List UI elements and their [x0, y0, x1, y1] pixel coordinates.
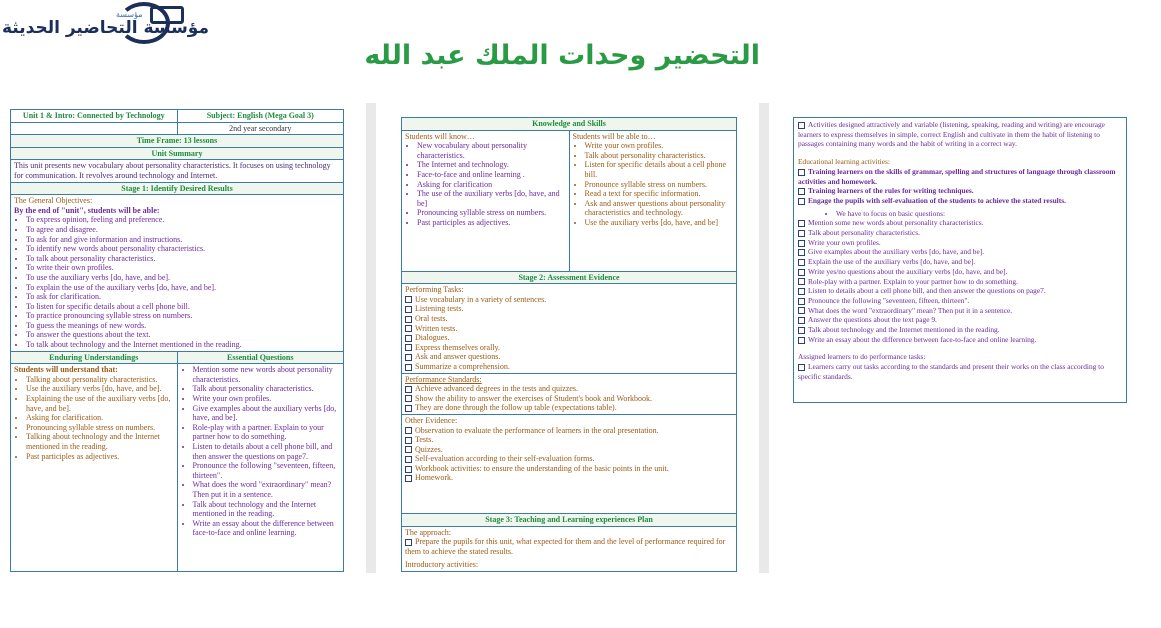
checkbox-icon	[405, 539, 412, 546]
checkbox-icon	[405, 395, 412, 402]
list-item: Prepare the pupils for this unit, what expected for them and the level of performance required for them to achieve the stated results.	[405, 537, 726, 556]
list-item: • Talk about personality characteristics.	[585, 151, 734, 161]
list-item: • Face-to-face and online learning .	[417, 170, 566, 180]
list-item: • Pronounce syllable stress on numbers.	[585, 180, 734, 190]
list-item: Pronounce the following "seventeen, fifteen, thirteen".	[798, 296, 1122, 306]
list-item: Quizzes.	[405, 445, 733, 455]
list-item: • Listen for specific details about a cell phone bill.	[585, 160, 734, 179]
list-item: • Asking for clarification	[417, 180, 566, 190]
list-item: • To express opinion, feeling and preference.	[26, 215, 340, 225]
list-item: • To talk about personality characteristics.	[26, 254, 340, 264]
list-item: Training learners of the rules for writing techniques.	[798, 186, 1122, 196]
list-item: • Past participles as adjectives.	[417, 218, 566, 228]
list-item: What does the word "extraordinary" mean? Then put it in a sentence.	[798, 306, 1122, 316]
logo	[0, 0, 209, 42]
list-item: • To write their own profiles.	[26, 263, 340, 273]
list-item: Written tests.	[405, 324, 733, 334]
introductory-heading: Introductory activities:	[405, 560, 479, 570]
assigned-heading: Assigned learners to do performance tasks:	[798, 352, 926, 362]
objectives-list	[14, 215, 340, 349]
approach-heading: The approach:	[405, 527, 451, 537]
list-item: Write yes/no questions about the auxiliary verbs [do, have, and be].	[798, 267, 1122, 277]
summary-text: This unit presents new vocabulary about personality characteristics. It focuses on using technology for communication. It revolves around technology and Internet.	[11, 160, 344, 182]
checkbox-icon	[798, 220, 805, 227]
list-item: Observation to evaluate the performance of learners in the oral presentation.	[405, 426, 733, 436]
unit-cell: Unit 1 & Intro: Connected by Technology	[11, 110, 178, 123]
educational-heading: Educational learning activities:	[798, 157, 890, 167]
empty-cell	[11, 122, 178, 135]
page-gap	[366, 103, 376, 573]
enduring-subheading: Students will understand that:	[14, 365, 118, 375]
logo-subtitle: مؤسسة	[116, 10, 143, 19]
essential-heading: Essential Questions	[177, 351, 344, 364]
know-list	[405, 141, 566, 227]
checkbox-icon	[798, 298, 805, 305]
checkbox-icon	[405, 405, 412, 412]
checkbox-icon	[405, 316, 412, 323]
list-item: • Talking about personality characteristics.	[26, 375, 174, 385]
list-item: Summarize a comprehension.	[405, 362, 733, 372]
list-item: Homework.	[405, 473, 733, 483]
list-item: • To explain the use of the auxiliary verbs [do, have, and be].	[26, 283, 340, 293]
list-item: Use vocabulary in a variety of sentences.	[405, 295, 733, 305]
list-item: Dialogues.	[405, 333, 733, 343]
checkbox-icon	[405, 427, 412, 434]
checkbox-icon	[798, 198, 805, 205]
list-item: • What does the word "extraordinary" mean? Then put it in a sentence.	[193, 480, 341, 499]
performing-tasks-heading: Performing Tasks:	[405, 285, 464, 295]
checkbox-icon	[405, 306, 412, 313]
able-heading: Students will be able to…	[572, 131, 656, 141]
checkbox-icon	[798, 364, 805, 371]
objectives-heading: The General Objectives:	[14, 196, 93, 206]
list-item: Give examples about the auxiliary verbs [do, have, and be].	[798, 247, 1122, 257]
stage3-heading: Stage 3: Teaching and Learning experiences Plan	[402, 513, 737, 526]
list-item: • Pronouncing syllable stress on numbers.	[417, 208, 566, 218]
list-item: Write an essay about the difference between face-to-face and online learning.	[798, 335, 1122, 345]
checkbox-icon	[405, 296, 412, 303]
list-item: Show the ability to answer the exercises of Student's book and Workbook.	[405, 394, 733, 404]
list-item: • To ask for clarification.	[26, 292, 340, 302]
other-evidence-heading: Other Evidence:	[405, 415, 458, 425]
page-gap	[759, 103, 769, 573]
enduring-list	[14, 375, 174, 461]
checkbox-icon	[798, 269, 805, 276]
list-item: • To answer the questions about the text.	[26, 330, 340, 340]
checkbox-icon	[798, 307, 805, 314]
list-item: • Talking about technology and the Internet mentioned in the reading.	[26, 432, 174, 451]
list-item: • We have to focus on basic questions:	[836, 209, 1122, 219]
checkbox-icon	[405, 466, 412, 473]
list-item: • Explaining the use of the auxiliary verbs [do, have, and be].	[26, 394, 174, 413]
checkbox-icon	[798, 259, 805, 266]
checkbox-icon	[405, 475, 412, 482]
know-heading: Students will know…	[405, 131, 475, 141]
list-item: Talk about technology and the Internet mentioned in the reading.	[798, 325, 1122, 335]
list-item: • Pronouncing syllable stress on numbers.	[26, 423, 174, 433]
list-item: Write your own profiles.	[798, 238, 1122, 248]
list-item: • To agree and disagree.	[26, 225, 340, 235]
checkbox-icon	[405, 386, 412, 393]
checkbox-icon	[405, 437, 412, 444]
checkbox-icon	[798, 327, 805, 334]
list-item: • Asking for clarification.	[26, 413, 174, 423]
list-item: • Ask and answer questions about personality characteristics and technology.	[585, 199, 734, 218]
activities-paragraph: Activities designed attractively and variable (listening, speaking, reading and writing) are encourage learners to express themselves in simple, correct English and cultivate in them the habit of listening to passages containing many words and the habit of writing in a correct way.	[798, 120, 1105, 149]
document-page-3	[793, 117, 1127, 402]
list-item: • Talk about technology and the Internet mentioned in the reading.	[193, 500, 341, 519]
list-item: • Mention some new words about personality characteristics.	[193, 365, 341, 384]
list-item: • Role-play with a partner. Explain to your partner how to do something.	[193, 423, 341, 442]
checkbox-icon	[798, 249, 805, 256]
logo-text: مؤسسة التحاضير الحديثة	[2, 18, 209, 38]
checkbox-icon	[405, 354, 412, 361]
checkbox-icon	[798, 188, 805, 195]
checkbox-icon	[798, 122, 805, 129]
list-item: • Write an essay about the difference between face-to-face and online learning.	[193, 519, 341, 538]
stage1-heading: Stage 1: Identify Desired Results	[11, 182, 344, 195]
checkbox-icon	[798, 169, 805, 176]
list-item: • Use the auxiliary verbs [do, have, and be].	[26, 384, 174, 394]
checkbox-icon	[405, 344, 412, 351]
essential-list	[181, 365, 341, 538]
checkbox-icon	[405, 335, 412, 342]
list-item: • The use of the auxiliary verbs [do, have, and be]	[417, 189, 566, 208]
checkbox-icon	[405, 325, 412, 332]
list-item: Training learners on the skills of grammar, spelling and structures of language through classroom activities and homework.	[798, 166, 1116, 186]
subject-cell: Subject: English (Mega Goal 3)	[177, 110, 344, 123]
list-item: Answer the questions about the text page 9.	[798, 315, 1122, 325]
stage2-heading: Stage 2: Assessment Evidence	[402, 271, 737, 284]
list-item: They are done through the follow up table (expectations table).	[405, 403, 733, 413]
list-item: • To listen for specific details about a cell phone bill.	[26, 302, 340, 312]
enduring-heading: Enduring Understandings	[11, 351, 178, 364]
list-item: • Past participles as adjectives.	[26, 452, 174, 462]
list-item: • Give examples about the auxiliary verbs [do, have, and be].	[193, 404, 341, 423]
knowledge-skills-heading: Knowledge and Skills	[402, 118, 737, 131]
list-item: Workbook activities: to ensure the understanding of the basic points in the unit.	[405, 464, 733, 474]
checkbox-icon	[405, 446, 412, 453]
year-cell: 2nd year secondary	[177, 122, 344, 135]
list-item: • To practice pronouncing syllable stress on numbers.	[26, 311, 340, 321]
list-item: Listening tests.	[405, 304, 733, 314]
list-item: • Talk about personality characteristics.	[193, 384, 341, 394]
page-title: التحضير وحدات الملك عبد الله	[364, 40, 760, 71]
list-item: Engage the pupils with self-evaluation of the students to achieve the stated results.	[798, 196, 1122, 206]
list-item: Mention some new words about personality characteristics.	[798, 218, 1122, 228]
checkbox-icon	[798, 230, 805, 237]
list-item: • Listen to details about a cell phone bill, and then answer the questions on page7.	[193, 442, 341, 461]
list-item: Listen to details about a cell phone bill, and then answer the questions on page7.	[798, 286, 1122, 296]
summary-heading: Unit Summary	[11, 147, 344, 160]
list-item: Express themselves orally.	[405, 343, 733, 353]
list-item: • Use the auxiliary verbs [do, have, and be]	[585, 218, 734, 228]
performance-standards-heading: Performance Standards:	[405, 374, 482, 384]
list-item: • Write your own profiles.	[585, 141, 734, 151]
checkbox-icon	[798, 317, 805, 324]
checkbox-icon	[405, 364, 412, 371]
list-item: Tests.	[405, 435, 733, 445]
checkbox-icon	[798, 240, 805, 247]
checkbox-icon	[798, 337, 805, 344]
list-item: • To ask for and give information and instructions.	[26, 235, 340, 245]
list-item: Oral tests.	[405, 314, 733, 324]
list-item: • To identify new words about personality characteristics.	[26, 244, 340, 254]
list-item: • The Internet and technology.	[417, 160, 566, 170]
list-item: • Read a text for specific information.	[585, 189, 734, 199]
document-page-1	[10, 109, 344, 571]
list-item: • New vocabulary about personality characteristics.	[417, 141, 566, 160]
list-item: • To use the auxiliary verbs [do, have, and be].	[26, 273, 340, 283]
list-item: • Pronounce the following "seventeen, fifteen, thirteen".	[193, 461, 341, 480]
list-item: Learners carry out tasks according to the standards and present their works on the class according to specific standards.	[798, 362, 1104, 381]
list-item: • To guess the meanings of new words.	[26, 321, 340, 331]
list-item: • Write your own profiles.	[193, 394, 341, 404]
list-item: Talk about personality characteristics.	[798, 228, 1122, 238]
time-frame: Time Frame: 13 lessons	[11, 135, 344, 148]
list-item: Ask and answer questions.	[405, 352, 733, 362]
list-item: Achieve advanced degrees in the tests and quizzes.	[405, 384, 733, 394]
list-item: Explain the use of the auxiliary verbs [do, have, and be].	[798, 257, 1122, 267]
objectives-subheading: By the end of "unit", students will be able:	[14, 205, 160, 215]
list-item: Role-play with a partner. Explain to your partner how to do something.	[798, 277, 1122, 287]
list-item: • To talk about technology and the Internet mentioned in the reading.	[26, 340, 340, 350]
able-list	[573, 141, 734, 227]
document-page-2	[401, 117, 737, 571]
list-item: Self-evaluation according to their self-evaluation forms.	[405, 454, 733, 464]
checkbox-icon	[405, 456, 412, 463]
checkbox-icon	[798, 278, 805, 285]
checkbox-icon	[798, 288, 805, 295]
